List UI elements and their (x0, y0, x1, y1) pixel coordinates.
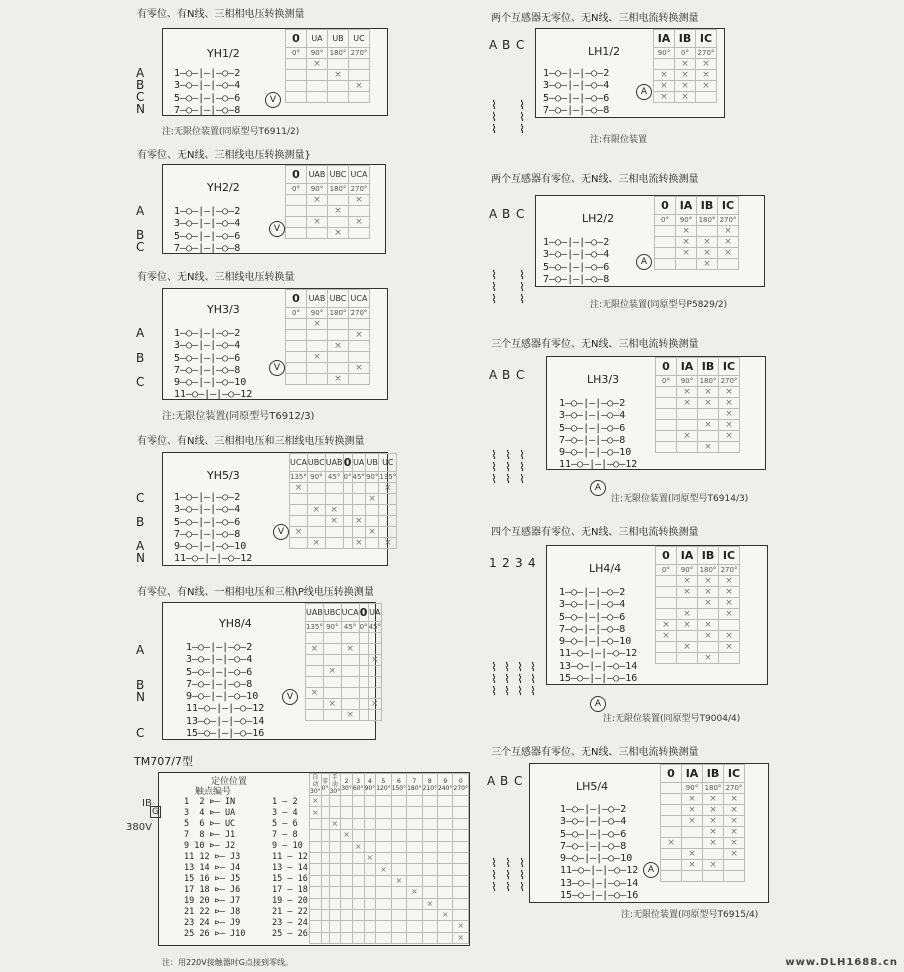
yh84-voltmeter-icon: V (282, 689, 298, 705)
lh33-model-label: LH3/3 (587, 373, 620, 386)
yh33-phase-a: A (136, 326, 145, 340)
lh54-phase-c: C (514, 774, 523, 788)
yh12-model-label: YH1/2 (207, 47, 240, 60)
lh22-caption: 两个互感器有零位、无N线、三相电流转换测量 (491, 174, 699, 185)
lh22-ammeter-icon: A (636, 254, 652, 270)
tm-contact-label: 触点编号 (195, 787, 232, 797)
yh33-voltmeter-icon: V (269, 360, 285, 376)
yh53-contact-rows: 1—○—|—|—○—2 3—○—|—|—○—4 5—○—|—|—○—6 7—○—|—|—○—8 9—○—|—|—○—10 11—○—|—|—○—12 (174, 492, 253, 565)
yh33-model-label: YH3/3 (207, 303, 240, 316)
lh12-contact-table: IA IB IC 90° 0° 270° × × × × × × × × × × (653, 29, 717, 103)
lh44-model-label: LH4/4 (589, 562, 622, 575)
yh33-contact-rows: 1—○—|—|—○—2 3—○—|—|—○—4 5—○—|—|—○—6 7—○—|—|—○—8 9—○—|—|—○—10 11—○—|—|—○—12 (174, 328, 253, 401)
yh22-voltmeter-icon: V (269, 221, 285, 237)
yh33-phase-c: C (136, 375, 145, 389)
lh33-phase-a: A (489, 368, 498, 382)
lh44-ct1-coil-icon: ⌇⌇⌇ (487, 660, 501, 696)
tm-caption: TM707/7型 (134, 755, 193, 768)
yh53-phase-c: C (136, 491, 145, 505)
yh53-model-label: YH5/3 (207, 469, 240, 482)
tm-label-g: G (152, 807, 159, 817)
lh22-ct1-coil-icon: ⌇⌇⌇ (487, 268, 501, 304)
lh33-phase-b: B (502, 368, 511, 382)
lh12-ammeter-icon: A (636, 84, 652, 100)
yh12-phase-c: C (136, 90, 145, 104)
yh84-contact-rows: 1—○—|—|—○—2 3—○—|—|—○—4 5—○—|—|—○—6 7—○—|—|—○—8 9—○—|—|—○—10 11—○—|—|—○—12 13—○—|—|—○—14 15—○—|—|—○—16 (186, 642, 265, 740)
lh12-phase-b: B (502, 38, 511, 52)
lh44-phase-1: 1 (489, 556, 497, 570)
yh22-phase-b: B (136, 228, 145, 242)
yh53-caption: 有零位、有N线、三相相电压和三相线电压转换测量 (137, 436, 365, 447)
lh33-contact-table: 0 IA IB IC 0° 90° 180° 270° × × × × × × × × × × × × (655, 357, 740, 453)
lh44-phase-3: 3 (515, 556, 523, 570)
lh12-phase-a: A (489, 38, 498, 52)
yh12-caption: 有零位、有N线、三相相电压转换测量 (137, 9, 305, 20)
yh53-phase-n: N (136, 551, 145, 565)
lh12-contact-rows: 1—○—|—|—○—2 3—○—|—|—○—4 5—○—|—|—○—6 7—○—|—|—○—8 (543, 68, 610, 116)
lh44-note: 注:无限位装置(同原型号T9004/4) (603, 714, 741, 724)
yh84-phase-n: N (136, 690, 145, 704)
yh84-model-label: YH8/4 (219, 617, 252, 630)
lh12-ct2-coil-icon: ⌇⌇⌇ (515, 98, 529, 134)
lh12-note: 注:有限位装置 (590, 135, 648, 145)
lh12-caption: 两个互感器无零位、无N线、三相电流转换测量 (491, 13, 699, 24)
lh54-caption: 三个互感器有零位、无N线、三相电流转换测量 (491, 747, 699, 758)
yh53-contact-table: UCA UBC UAB 0 UA UB UC 135° 90° 45° 0° 45° 90° 135° × × × × × × × × × × × × (289, 453, 397, 549)
lh54-contact-table: 0 IA IB IC 90° 180° 270° × × × × × × × × × × × × × × × × × × (660, 764, 745, 882)
yh22-contact-rows: 1—○—|—|—○—2 3—○—|—|—○—4 5—○—|—|—○—6 7—○—|—|—○—8 (174, 206, 241, 254)
yh33-contact-table: 0 UAB UBC UCA 0° 90° 180° 270° × × × × × × (285, 289, 370, 385)
yh53-voltmeter-icon: V (273, 524, 289, 540)
yh12-contact-rows: 1—○—|—|—○—2 3—○—|—|—○—4 5—○—|—|—○—6 7—○—|—|—○—8 (174, 68, 241, 116)
lh44-caption: 四个互感器有零位、无N线、三相电流转换测量 (491, 527, 699, 538)
yh84-phase-c: C (136, 726, 145, 740)
yh84-contact-table: UAB UBC UCA 0 UA 135° 90° 45° 0° 45° × × × × × × × × (305, 603, 382, 721)
lh22-model-label: LH2/2 (582, 212, 615, 225)
lh44-phase-2: 2 (502, 556, 510, 570)
lh33-contact-rows: 1—○—|—|—○—2 3—○—|—|—○—4 5—○—|—|—○—6 7—○—|—|—○—8 9—○—|—|—○—10 11—○—|—|—○—12 (559, 398, 638, 471)
yh22-phase-c: C (136, 240, 145, 254)
lh12-phase-c: C (516, 38, 525, 52)
lh33-ammeter-icon: A (590, 480, 606, 496)
lh44-ct4-coil-icon: ⌇⌇⌇ (526, 660, 540, 696)
yh12-voltmeter-icon: V (265, 92, 281, 108)
lh33-ct3-coil-icon: ⌇⌇⌇ (515, 448, 529, 484)
yh33-caption: 有零位、无N线、三相线电压转换量 (137, 272, 295, 283)
lh33-ct1-coil-icon: ⌇⌇⌇ (487, 448, 501, 484)
lh44-contact-rows: 1—○—|—|—○—2 3—○—|—|—○—4 5—○—|—|—○—6 7—○—|—|—○—8 9—○—|—|—○—10 11—○—|—|—○—12 13—○—|—|—○—14 15—○—|—|—○—16 (559, 587, 638, 685)
lh54-ct1-coil-icon: ⌇⌇⌇ (487, 856, 501, 892)
yh12-phase-n: N (136, 102, 145, 116)
watermark: www.DLH1688.cn (785, 957, 898, 968)
lh22-note: 注:无限位装置(同原型号P5829/2) (590, 300, 728, 310)
lh22-phase-b: B (502, 207, 511, 221)
lh54-ct2-coil-icon: ⌇⌇⌇ (501, 856, 515, 892)
yh12-note: 注:无限位装置(同原型号T6911/2) (162, 127, 300, 137)
yh22-model-label: YH2/2 (207, 181, 240, 194)
lh54-ct3-coil-icon: ⌇⌇⌇ (515, 856, 529, 892)
lh44-ammeter-icon: A (590, 696, 606, 712)
lh44-ct3-coil-icon: ⌇⌇⌇ (513, 660, 527, 696)
yh84-caption: 有零位、有N线、一相相电压和三相\P线电压转换测量 (137, 587, 374, 598)
yh22-contact-table: 0 UAB UBC UCA 0° 90° 180° 270° × × × × × × (285, 165, 370, 239)
lh33-caption: 三个互感器有零位、无N线、三相电流转换测量 (491, 339, 699, 350)
tm-note: 注：用220V接触器时G点接到零线。 (162, 958, 293, 967)
lh22-phase-c: C (516, 207, 525, 221)
lh54-phase-b: B (500, 774, 509, 788)
tm-label-380v: 380V (126, 822, 152, 833)
yh84-phase-b: B (136, 678, 145, 692)
tm-contact-rows: 1 2 ⊳— IN 3 4 ⊳— UA 5 6 ⊳— UC 7 8 ⊳— J1 9 10 ⊳— J2 11 12 ⊳— J3 13 14 ⊳— J4 15 16 ⊳— J5 17 18 ⊳— J6 19 20 ⊳— J7 21 22 ⊳— J8 23 24 ⊳— J9 25 26 ⊳— J10 (184, 797, 246, 939)
yh33-note: 注:无限位装置(同原型号T6912/3) (162, 411, 315, 422)
lh22-contact-rows: 1—○—|—|—○—2 3—○—|—|—○—4 5—○—|—|—○—6 7—○—|—|—○—8 (543, 237, 610, 285)
lh54-ammeter-icon: A (643, 862, 659, 878)
lh33-ct2-coil-icon: ⌇⌇⌇ (501, 448, 515, 484)
yh12-phase-a: A (136, 66, 145, 80)
lh33-phase-c: C (516, 368, 525, 382)
lh54-note: 注:无限位装置(同原型号T6915/4) (621, 910, 759, 920)
lh12-ct1-coil-icon: ⌇⌇⌇ (487, 98, 501, 134)
yh12-contact-table: 0 UA UB UC 0° 90° 180° 270° × × × (285, 29, 370, 103)
lh22-ct2-coil-icon: ⌇⌇⌇ (515, 268, 529, 304)
lh44-ct2-coil-icon: ⌇⌇⌇ (500, 660, 514, 696)
lh54-model-label: LH5/4 (576, 780, 609, 793)
yh12-phase-b: B (136, 78, 145, 92)
lh44-contact-table: 0 IA IB IC 0° 90° 180° 270° × × × × × × × × × × × × × × × × × × × (655, 546, 740, 664)
lh22-contact-table: 0 IA IB IC 0° 90° 180° 270° × × × × × × × × × (654, 196, 739, 270)
tm-contact-pairs: 1 — 2 3 — 4 5 — 6 7 — 8 9 — 10 11 — 12 13 — 14 15 — 16 17 — 18 19 — 20 21 — 22 23 — 24 25 — 26 (272, 797, 308, 939)
yh33-phase-b: B (136, 351, 145, 365)
lh54-phase-a: A (487, 774, 496, 788)
lh33-note: 注:无限位装置(同原型号T6914/3) (611, 494, 749, 504)
yh53-phase-a: A (136, 539, 145, 553)
lh12-model-label: LH1/2 (588, 45, 621, 58)
lh54-contact-rows: 1—○—|—|—○—2 3—○—|—|—○—4 5—○—|—|—○—6 7—○—|—|—○—8 9—○—|—|—○—10 11—○—|—|—○—12 13—○—|—|—○—14 15—○—|—|—○—16 (560, 804, 639, 902)
tm-label-ib: IB (142, 798, 152, 809)
lh44-phase-4: 4 (528, 556, 536, 570)
tm-position-label: 定位位置 (211, 777, 248, 787)
yh53-phase-b: B (136, 515, 145, 529)
lh22-phase-a: A (489, 207, 498, 221)
tm-contact-table: 自动 30° 零 0° 手动 30° 2 30° 3 60° 4 90° 5 120° 6 150° 7 180° 8 210° 9 240° 0 270° × × × × × × × × × × × × × (310, 774, 468, 942)
yh84-phase-a: A (136, 643, 145, 657)
yh22-caption: 有零位、无N线、三相线电压转换测量} (137, 150, 311, 161)
yh22-phase-a: A (136, 204, 145, 218)
